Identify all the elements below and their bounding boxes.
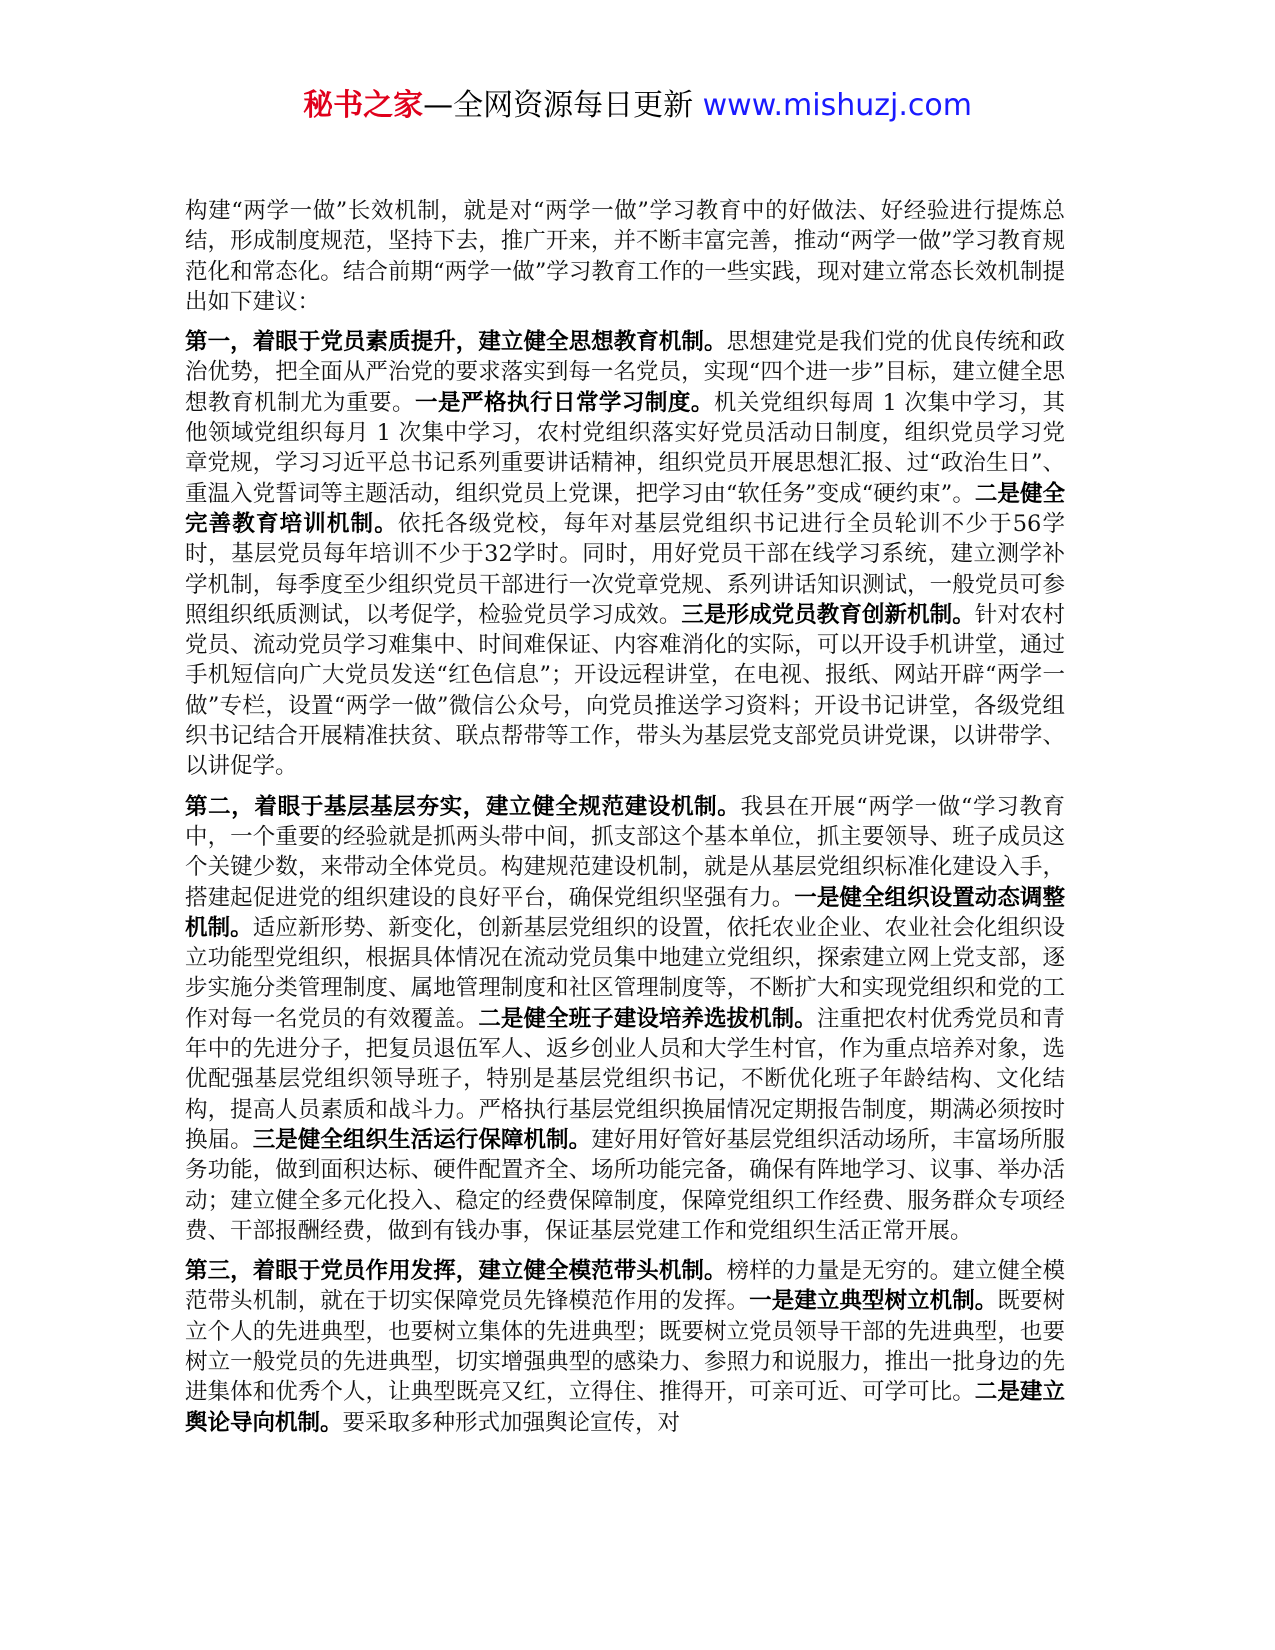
section-2-heading: 第二，着眼于基层基层夯实，建立健全规范建设机制。 — [185, 793, 741, 820]
section-2-item-2-text: 注重把农村优秀党员和青年中的先进分子，把复员退伍军人、返乡创业人员和大学生村官，作为重点培养对象，选优配强基层党组织领导班子，特别是基层党组织书记，不断优化班子年龄结构、文化结构，提高人员素质和战斗力。严格执行基层党组织换届情况定期报告制度，期满必须按时换届。 — [185, 1005, 1065, 1153]
section-2-lead: 我县在开展“两学一做“学习教育中，一个重要的经验就是抓两头带中间，抓支部这个基本单位，抓主要领导、班子成员这个关键少数，来带动全体党员。构建规范建设机制，就是从基层党组织标准化建设入手，搭建起促进党的组织建设的良好平台，确保党组织坚强有力。 — [185, 793, 1065, 911]
section-2-item-1-text: 适应新形势、新变化，创新基层党组织的设置，依托农业企业、农业社会化组织设立功能型党组织，根据具体情况在流动党员集中地建立党组织，探索建立网上党支部，逐步实施分类管理制度、属地管理制度和社区管理制度等，不断扩大和实现党组织和党的工作对每一名党员的有效覆盖。 — [185, 914, 1065, 1032]
section-1-item-2-text: 依托各级党校，每年对基层党组织书记进行全员轮训不少于56学时，基层党员每年培训不少于32学时。同时，用好党员干部在线学习系统，建立测学补学机制，每季度至少组织党员干部进行一次党章党规、系列讲话知识测试，一般党员可参照组织纸质测试，以考促学，检验党员学习成效。 — [185, 510, 1065, 628]
section-3-heading: 第三，着眼于党员作用发挥，建立健全模范带头机制。 — [185, 1258, 727, 1285]
section-1-heading: 第一，着眼于党员素质提升，建立健全思想教育机制。 — [185, 329, 727, 356]
section-2 — [185, 792, 1065, 1246]
section-1-item-3-text: 针对农村党员、流动党员学习难集中、时间难保证、内容难消化的实际，可以开设手机讲堂，通过手机短信向广大党员发送“红色信息”；开设远程讲堂，在电视、报纸、网站开辟“两学一做”专栏，设置“两学一做”微信公众号，向党员推送学习资料；开设书记讲堂，各级党组织书记结合开展精准扶贫、联点帮带等工作，带头为基层党支部党员讲党课，以讲带学、以讲促学。 — [185, 601, 1065, 780]
site-slogan: —全网资源每日更新 — [423, 88, 694, 123]
section-3 — [185, 1256, 1065, 1438]
section-1 — [185, 327, 1065, 781]
site-url-link[interactable]: www.mishuzj.com — [702, 88, 972, 123]
site-brand: 秘书之家 — [303, 88, 424, 123]
section-2-item-3-text: 建好用好管好基层党组织活动场所，丰富场所服务功能，做到面积达标、硬件配置齐全、场所功能完备，确保有阵地学习、议事、举办活动；建立健全多元化投入、稳定的经费保障制度，保障党组织工作经费、服务群众专项经费、干部报酬经费，做到有钱办事，保证基层党建工作和党组织生活正常开展。 — [185, 1126, 1065, 1244]
section-2-item-1-title: 一是健全组织设置动态调整机制。 — [185, 884, 1065, 941]
section-3-lead: 榜样的力量是无穷的。建立健全模范带头机制，就在于切实保障党员先锋模范作用的发挥。 — [185, 1258, 1065, 1315]
document-body — [185, 196, 1065, 1448]
section-2-item-3-title: 三是健全组织生活运行保障机制。 — [252, 1126, 592, 1153]
site-banner — [0, 86, 1275, 126]
section-1-lead: 思想建党是我们党的优良传统和政治优势，把全面从严治党的要求落实到每一名党员，实现“四个进一步”目标，建立健全思想教育机制尤为重要。 — [185, 329, 1065, 416]
section-2-item-2-title: 二是健全班子建设培养选拔机制。 — [478, 1005, 817, 1032]
section-1-item-3-title: 三是形成党员教育创新机制。 — [681, 601, 975, 628]
section-1-item-2-title: 二是健全完善教育培训机制。 — [185, 480, 1065, 537]
section-3-item-2-title: 二是建立舆论导向机制。 — [185, 1379, 1065, 1436]
section-1-item-1-title: 一是严格执行日常学习制度。 — [414, 389, 714, 416]
section-1-item-1-text: 机关党组织每周 1 次集中学习，其他领域党组织每月 1 次集中学习，农村党组织落实好党员活动日制度，组织党员学习党章党规，学习习近平总书记系列重要讲话精神，组织党员开展思想汇报、过“政治生日”、重温入党誓词等主题活动，组织党员上党课，把学习由“软任务”变成“硬约束”。 — [185, 389, 1065, 507]
section-3-item-1-text: 既要树立个人的先进典型，也要树立集体的先进典型；既要树立党员领导干部的先进典型，也要树立一般党员的先进典型，切实增强典型的感染力、参照力和说服力，推出一批身边的先进集体和优秀个人，让典型既亮又红，立得住、推得开，可亲可近、可学可比。 — [185, 1288, 1065, 1406]
intro-paragraph: 构建“两学一做”长效机制，就是对“两学一做”学习教育中的好做法、好经验进行提炼总结，形成制度规范，坚持下去，推广开来，并不断丰富完善，推动“两学一做”学习教育规范化和常态化。结合前期“两学一做”学习教育工作的一些实践，现对建立常态长效机制提出如下建议： — [185, 198, 1065, 315]
section-3-item-2-text: 要采取多种形式加强舆论宣传，对 — [342, 1409, 681, 1436]
section-3-item-1-title: 一是建立典型树立机制。 — [749, 1288, 998, 1315]
